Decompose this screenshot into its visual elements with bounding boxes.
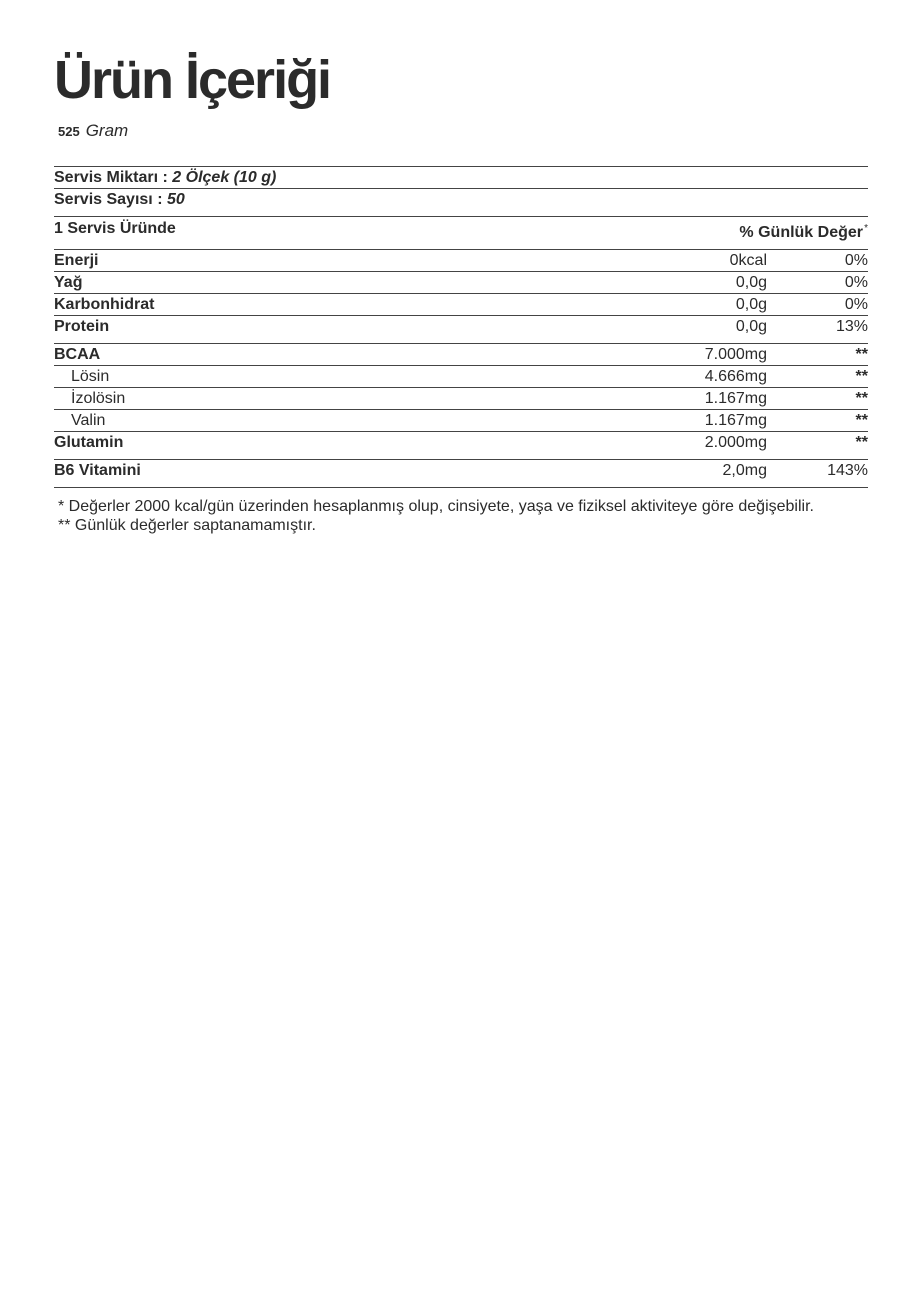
table-header-left: 1 Servis Üründe (54, 220, 176, 237)
serving-count-label: Servis Sayısı : (54, 191, 163, 208)
row-daily-value: 0% (844, 274, 868, 291)
row-amount: 0kcal (729, 252, 767, 269)
table-row (54, 343, 868, 365)
table-header-right-text: % Günlük Değer (739, 224, 863, 241)
footnotes (58, 497, 814, 535)
row-name: İzolösin (71, 390, 126, 407)
row-daily-value: 0% (844, 252, 868, 269)
table-row (54, 409, 868, 431)
table-row (54, 387, 868, 409)
row-name: Protein (54, 318, 110, 335)
serving-count-value: 50 (166, 191, 185, 208)
row-name: Enerji (54, 252, 99, 269)
row-amount: 0,0g (735, 296, 767, 313)
serving-size-row (54, 166, 868, 188)
table-row (54, 249, 868, 271)
row-amount: 4.666mg (704, 368, 767, 385)
table-row (54, 431, 868, 459)
table-row (54, 271, 868, 293)
row-name: Lösin (71, 368, 110, 385)
row-amount: 1.167mg (704, 390, 767, 407)
row-name: B6 Vitamini (54, 462, 141, 479)
row-daily-value: 13% (835, 318, 868, 335)
row-amount: 0,0g (735, 274, 767, 291)
row-amount: 0,0g (735, 318, 767, 335)
row-daily-value: ** (855, 434, 868, 451)
row-daily-value: ** (855, 390, 868, 407)
table-header-right (739, 223, 863, 243)
table-row (54, 315, 868, 343)
row-amount: 2.000mg (704, 434, 767, 451)
footnote-not-established: ** Günlük değerler saptanamamıştır. (58, 517, 316, 534)
net-weight (58, 120, 128, 143)
serving-size (54, 168, 276, 188)
serving-count-row (54, 188, 868, 216)
row-amount: 1.167mg (704, 412, 767, 429)
net-weight-unit: Gram (85, 121, 129, 140)
serving-size-label: Servis Miktarı : (54, 169, 168, 186)
row-amount: 7.000mg (704, 346, 767, 363)
row-name: BCAA (54, 346, 101, 363)
row-daily-value: ** (855, 368, 868, 385)
net-weight-value: 525 (58, 124, 80, 139)
serving-size-value: 2 Ölçek (10 g) (172, 169, 277, 186)
table-row (54, 459, 868, 488)
row-name: Karbonhidrat (54, 296, 155, 313)
row-daily-value: 143% (827, 462, 868, 479)
page-title: Ürün İçeriği (54, 50, 331, 110)
row-daily-value: 0% (844, 296, 868, 313)
table-header-right-mark: * (864, 223, 868, 234)
row-daily-value: ** (855, 412, 868, 429)
footnote-daily-value: * Değerler 2000 kcal/gün üzerinden hesaplanmış olup, cinsiyete, yaşa ve fiziksel aktiviteye göre değişebilir. (58, 498, 814, 515)
row-name: Glutamin (54, 434, 124, 451)
nutrition-table (54, 166, 868, 488)
row-amount: 2,0mg (722, 462, 767, 479)
table-header-row (54, 216, 868, 249)
row-name: Valin (71, 412, 106, 429)
row-name: Yağ (54, 274, 83, 291)
row-daily-value: ** (855, 346, 868, 363)
table-row (54, 293, 868, 315)
table-row (54, 365, 868, 387)
serving-count (54, 190, 185, 210)
